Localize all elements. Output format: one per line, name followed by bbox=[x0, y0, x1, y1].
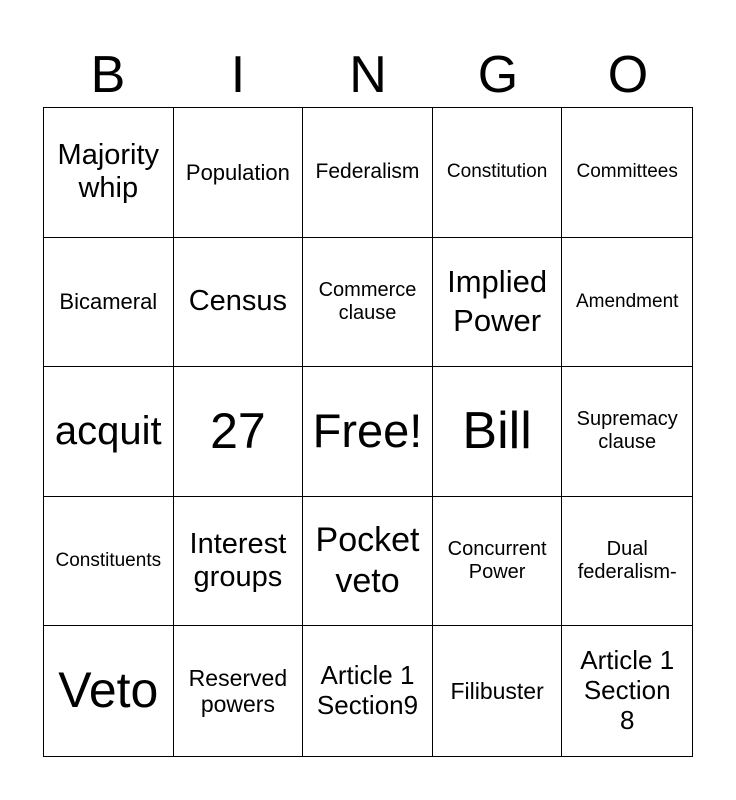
bingo-cell[interactable]: Implied Power bbox=[433, 238, 563, 368]
bingo-cell[interactable]: Amendment bbox=[562, 238, 692, 368]
bingo-cell[interactable]: Article 1 Section9 bbox=[303, 626, 433, 756]
bingo-cell[interactable]: Constituents bbox=[44, 497, 174, 627]
bingo-cell[interactable]: Reserved powers bbox=[174, 626, 304, 756]
header-letter-i: I bbox=[230, 46, 246, 104]
bingo-header bbox=[43, 44, 693, 106]
header-letter-g: G bbox=[477, 46, 519, 104]
bingo-cell[interactable]: Federalism bbox=[303, 108, 433, 238]
bingo-cell[interactable]: Bicameral bbox=[44, 238, 174, 368]
bingo-cell[interactable]: Bill bbox=[433, 367, 563, 497]
bingo-cell[interactable]: Concurrent Power bbox=[433, 497, 563, 627]
bingo-cell[interactable]: 27 bbox=[174, 367, 304, 497]
bingo-cell[interactable]: Commerce clause bbox=[303, 238, 433, 368]
bingo-cell[interactable]: Supremacy clause bbox=[562, 367, 692, 497]
bingo-cell[interactable]: Dual federalism- bbox=[562, 497, 692, 627]
bingo-cell[interactable]: Veto bbox=[44, 626, 174, 756]
header-letter-o: O bbox=[607, 46, 649, 104]
header-letter-n: N bbox=[349, 46, 387, 104]
bingo-cell[interactable]: Interest groups bbox=[174, 497, 304, 627]
bingo-cell[interactable]: Majority whip bbox=[44, 108, 174, 238]
free-space[interactable]: Free! bbox=[303, 367, 433, 497]
bingo-cell[interactable]: Population bbox=[174, 108, 304, 238]
bingo-board bbox=[43, 107, 693, 757]
bingo-cell[interactable]: Committees bbox=[562, 108, 692, 238]
bingo-cell[interactable]: acquit bbox=[44, 367, 174, 497]
bingo-cell[interactable]: Article 1 Section 8 bbox=[580, 645, 675, 736]
bingo-cell[interactable]: Constitution bbox=[433, 108, 563, 238]
bingo-cell[interactable]: Census bbox=[174, 238, 304, 368]
bingo-cell[interactable]: Filibuster bbox=[433, 626, 563, 756]
bingo-cell[interactable]: Pocket veto bbox=[303, 497, 433, 627]
header-letter-b: B bbox=[90, 46, 126, 104]
